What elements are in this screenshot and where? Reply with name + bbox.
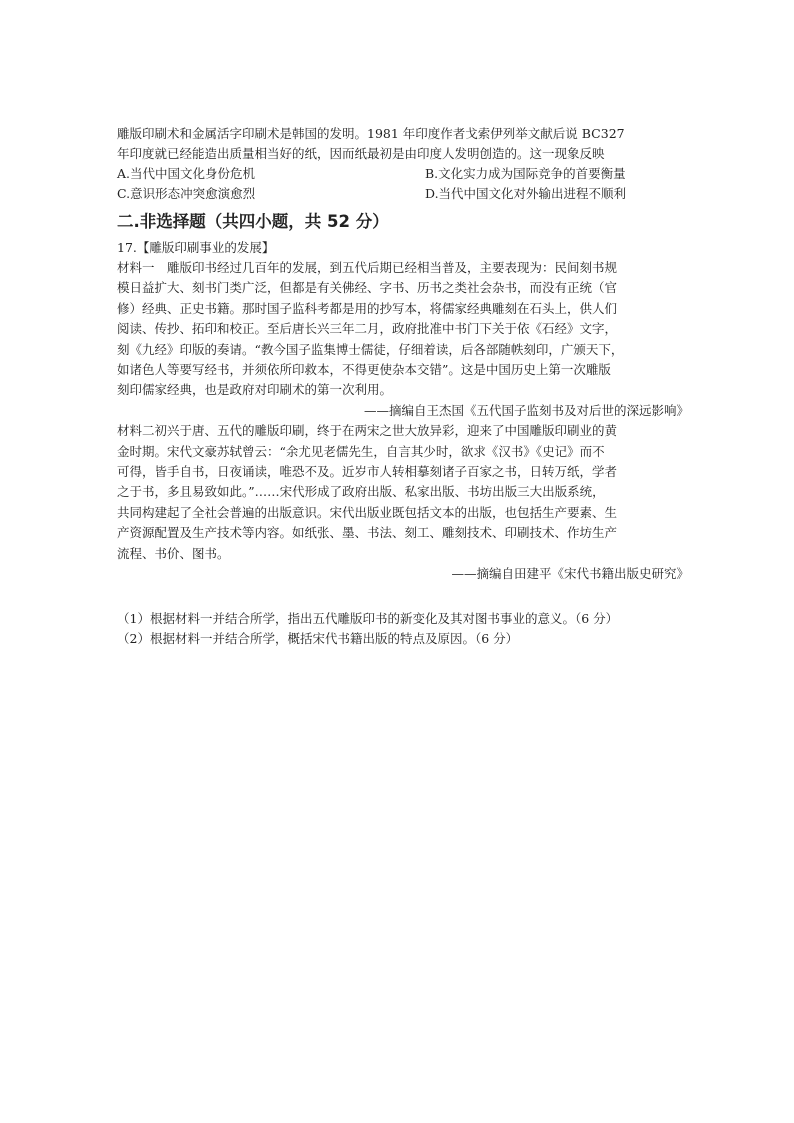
material-line: 修）经典、正史书籍。那时国子监科考都是用的抄写本，将儒家经典雕刻在石头上，供人们: [117, 300, 618, 316]
material-line: 材料二初兴于唐、五代的雕版印刷，终于在两宋之世大放异彩，迎来了中国雕版印刷业的黄: [117, 423, 618, 439]
sub-question-2: （2）根据材料一并结合所学，概括宋代书籍出版的特点及原因。（6 分）: [117, 630, 519, 646]
source-citation: ——摘编自田建平《宋代书籍出版史研究》: [451, 566, 689, 582]
material-line: 金时期。宋代文豪苏轼曾云：“余尤见老儒先生，自言其少时，欲求《汉书》《史记》而不: [117, 443, 605, 459]
material-line: 共同构建起了全社会普遍的出版意识。宋代出版业既包括文本的出版，也包括生产要素、生: [117, 504, 618, 520]
material-one: [117, 258, 689, 401]
material-line: 产资源配置及生产技术等内容。如纸张、墨、书法、刻工、雕刻技术、印刷技术、作坊生产: [117, 525, 618, 541]
material-line: 之于书，多且易致如此。”……宋代形成了政府出版、私家出版、书坊出版三大出版系统，: [117, 484, 605, 500]
question-title: 17.【雕版印刷事业的发展】: [117, 240, 275, 255]
material-two: [117, 421, 689, 564]
option-d: D.当代中国文化对外输出进程不顺利: [425, 186, 627, 201]
option-c: C.意识形态冲突愈演愈烈: [117, 186, 256, 201]
question-stem-line: 雕版印刷术和金属活字印刷术是韩国的发明。1981 年印度作者戈索伊列举文献后说 BC327: [117, 126, 625, 141]
question-stem-line: 年印度就已经能造出质量相当好的纸，因而纸最初是由印度人发明创造的。这一现象反映: [117, 146, 605, 161]
option-b: B.文化实力成为国际竞争的首要衡量: [425, 166, 626, 181]
spacer: [117, 585, 689, 609]
source-citation: ——摘编自王杰国《五代国子监刻书及对后世的深远影响》: [363, 402, 689, 418]
material-line: 流程、书价、图书。: [117, 545, 230, 561]
material-line: 刻印儒家经典，也是政府对印刷术的第一次利用。: [117, 382, 393, 398]
material-line: 刻《九经》印版的奏请。“教今国子监集博士儒徒，仔细着读，后各部随帙刻印，广颁天下，: [117, 341, 624, 357]
section-heading: 二.非选择题（共四小题，共 52 分）: [117, 212, 389, 231]
options-row: [117, 164, 689, 184]
material-line: 如诸色人等要写经书，并须依所印救本，不得更使杂本交错”。这是中国历史上第一次雕版: [117, 362, 611, 378]
sub-question-1: （1）根据材料一并结合所学，指出五代雕版印书的新变化及其对图书事业的意义。（6 分）: [117, 610, 619, 626]
material-line: 阅读、传抄、拓印和校正。至后唐长兴三年二月，政府批准中书门下关于依《石经》文字，: [117, 321, 618, 337]
material-line: 模日益扩大、刻书门类广泛，但都是有关佛经、字书、历书之类社会杂书，而没有正统（官: [117, 280, 618, 296]
material-line: 可得，皆手自书，日夜诵读，唯恐不及。近岁市人转相摹刻诸子百家之书，日转万纸，学者: [117, 464, 618, 480]
option-a: A.当代中国文化身份危机: [117, 166, 256, 181]
document-page: [117, 124, 689, 649]
options-row: [117, 184, 689, 204]
material-line: 材料一 雕版印书经过几百年的发展，到五代后期已经相当普及，主要表现为：民间刻书规: [117, 260, 618, 275]
